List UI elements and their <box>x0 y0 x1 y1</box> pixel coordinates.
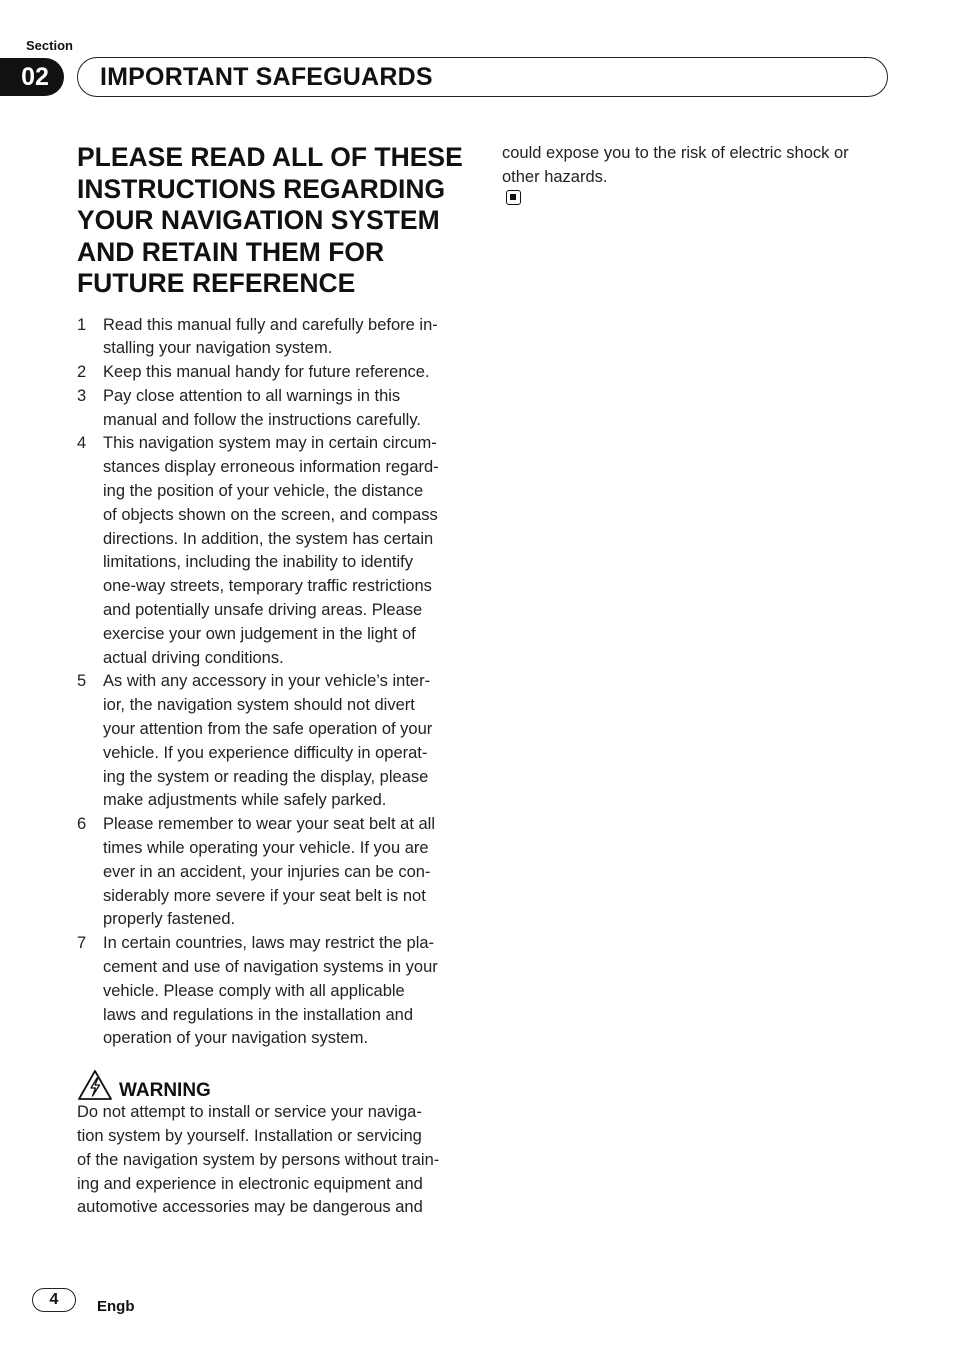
list-item-line: and potentially unsafe driving areas. Please <box>103 601 423 620</box>
list-item-text <box>103 932 465 1051</box>
list-item-line: directions. In addition, the system has certain <box>103 529 434 548</box>
section-title-box <box>77 57 888 97</box>
heading-line: PLEASE READ ALL OF THESE <box>77 142 463 172</box>
warning-text-continued <box>502 142 882 205</box>
warning-header <box>77 1069 465 1101</box>
list-item-text <box>103 670 465 813</box>
list-item <box>77 314 465 362</box>
list-item-line: properly fastened. <box>103 910 236 929</box>
page-number: 4 <box>32 1288 76 1312</box>
left-column <box>77 142 465 1220</box>
list-item-text <box>103 813 465 932</box>
warning-text <box>77 1101 465 1220</box>
instruction-list <box>77 314 465 1052</box>
list-item-line: exercise your own judgement in the light of <box>103 624 416 643</box>
list-item-line: As with any accessory in your vehicle’s inter- <box>103 672 431 691</box>
list-item-line: Please remember to wear your seat belt at all <box>103 815 435 834</box>
list-item-text <box>103 432 465 670</box>
list-item-number: 2 <box>77 363 87 382</box>
list-item-line: cement and use of navigation systems in your <box>103 958 438 977</box>
warning-icon <box>77 1069 113 1101</box>
right-column <box>502 142 882 205</box>
section-number-tab: 02 <box>0 58 64 96</box>
list-item-line: This navigation system may in certain circum- <box>103 434 437 453</box>
section-title: IMPORTANT SAFEGUARDS <box>100 62 433 91</box>
warning-line: automotive accessories may be dangerous and <box>77 1198 423 1217</box>
list-item <box>77 432 465 670</box>
list-item <box>77 813 465 932</box>
list-item-line: limitations, including the inability to identify <box>103 553 413 572</box>
heading-line: FUTURE REFERENCE <box>77 268 356 298</box>
list-item-line: In certain countries, laws may restrict the pla- <box>103 934 435 953</box>
warning-line: ing and experience in electronic equipment and <box>77 1174 423 1193</box>
heading-line: AND RETAIN THEM FOR <box>77 236 385 267</box>
list-item-number: 7 <box>77 934 87 953</box>
list-item-number: 6 <box>77 815 87 834</box>
list-item-line: ior, the navigation system should not divert <box>103 696 415 715</box>
list-item-line: times while operating your vehicle. If you are <box>103 839 429 858</box>
list-item <box>77 361 465 385</box>
list-item-line: siderably more severe if your seat belt is not <box>103 886 426 905</box>
list-item-number: 3 <box>77 386 87 405</box>
warning-line: of the navigation system by persons without train- <box>77 1150 440 1169</box>
list-item-line: Pay close attention to all warnings in this <box>103 386 401 405</box>
list-item-line: laws and regulations in the installation and <box>103 1005 414 1024</box>
list-item-number: 1 <box>77 315 87 334</box>
warning-line-text: other hazards. <box>502 167 608 186</box>
warning-line <box>502 142 882 166</box>
language-code: Engb <box>97 1298 135 1315</box>
list-item-line: stalling your navigation system. <box>103 339 333 358</box>
list-item-line: make adjustments while safely parked. <box>103 791 387 810</box>
list-item-line: ever in an accident, your injuries can be con- <box>103 862 431 881</box>
list-item-line: ing the position of your vehicle, the distance <box>103 482 424 501</box>
list-item-line: vehicle. If you experience difficulty in operat- <box>103 743 428 762</box>
list-item <box>77 670 465 813</box>
section-label: Section <box>26 38 73 53</box>
list-item-line: actual driving conditions. <box>103 648 284 667</box>
list-item-line: Keep this manual handy for future reference. <box>103 363 430 382</box>
warning-title: WARNING <box>119 1080 211 1102</box>
end-mark-icon <box>506 190 521 205</box>
list-item-line: of objects shown on the screen, and compass <box>103 505 438 524</box>
list-item-line: one-way streets, temporary traffic restrictions <box>103 577 432 596</box>
list-item-line: stances display erroneous information regard- <box>103 458 439 477</box>
list-item-number: 4 <box>77 434 87 453</box>
list-item <box>77 932 465 1051</box>
list-item-line: vehicle. Please comply with all applicable <box>103 981 405 1000</box>
list-item-line: operation of your navigation system. <box>103 1029 369 1048</box>
warning-line: Do not attempt to install or service your naviga- <box>77 1103 422 1122</box>
page-heading <box>77 142 465 300</box>
list-item-text <box>103 385 465 433</box>
list-item-line: Read this manual fully and carefully before in- <box>103 315 438 334</box>
warning-line <box>502 166 882 205</box>
list-item-line: ing the system or reading the display, please <box>103 767 429 786</box>
list-item-line: manual and follow the instructions carefully. <box>103 410 421 429</box>
warning-line-text: could expose you to the risk of electric shock or <box>502 144 849 162</box>
list-item-line: your attention from the safe operation of your <box>103 720 433 739</box>
list-item-text <box>103 314 465 362</box>
list-item-text <box>103 361 465 385</box>
heading-line: YOUR NAVIGATION SYSTEM <box>77 205 440 235</box>
list-item-number: 5 <box>77 672 87 691</box>
warning-line: tion system by yourself. Installation or servicing <box>77 1127 422 1145</box>
heading-line: INSTRUCTIONS REGARDING <box>77 173 446 204</box>
list-item <box>77 385 465 433</box>
